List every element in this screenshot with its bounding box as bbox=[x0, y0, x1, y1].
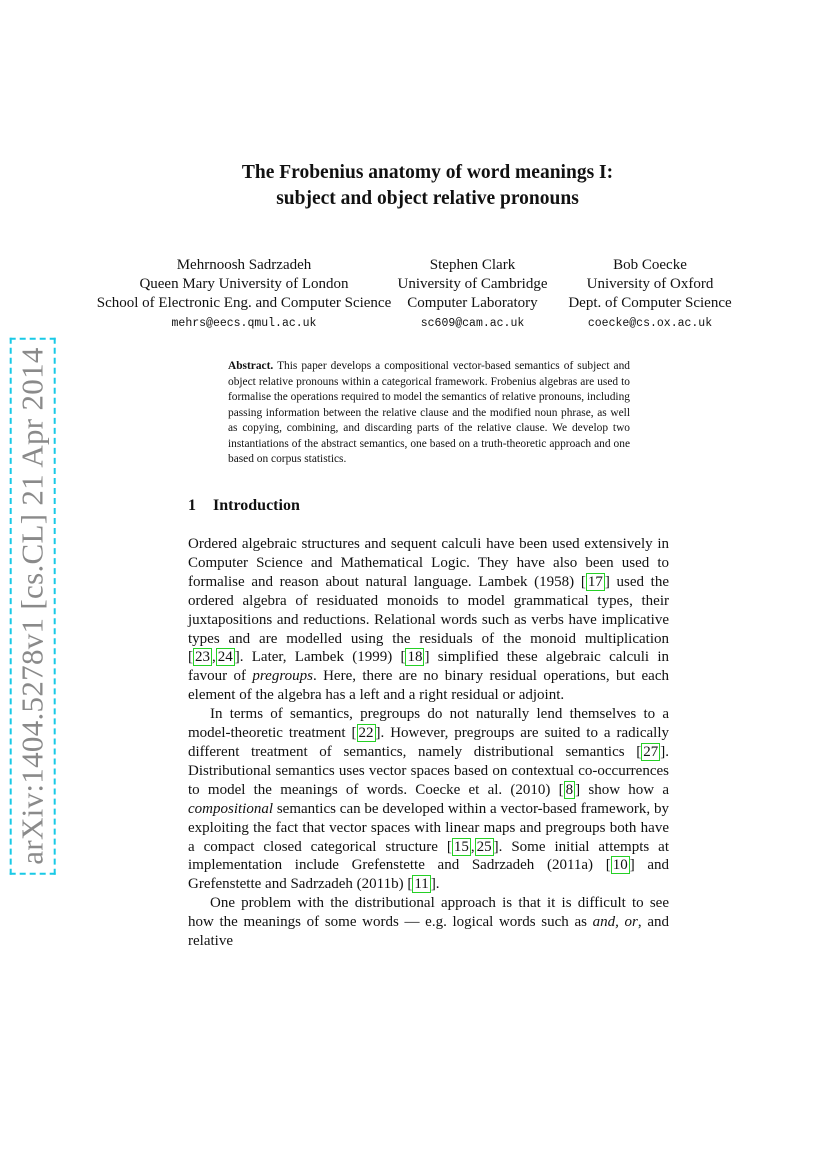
author-department: Dept. of Computer Science bbox=[568, 295, 732, 311]
text-run: ]. bbox=[430, 876, 440, 893]
citation-link[interactable]: 27 bbox=[643, 743, 659, 760]
author-name: Bob Coecke bbox=[613, 257, 687, 273]
citation-link[interactable]: 11 bbox=[414, 876, 429, 893]
citation-link[interactable]: 10 bbox=[612, 857, 628, 874]
text-run: , bbox=[470, 838, 475, 855]
citation-link[interactable]: 15 bbox=[453, 838, 469, 855]
citation-link[interactable]: 24 bbox=[217, 649, 233, 666]
abstract-label: Abstract. bbox=[228, 360, 274, 372]
text-run: . Here, there are no binary residual operations, but each element of the algebra has a left and a right residual or adjoint. bbox=[188, 668, 669, 704]
author-department: School of Electronic Eng. and Computer Science bbox=[96, 295, 392, 311]
author-email[interactable]: mehrs@eecs.qmul.ac.uk bbox=[171, 317, 317, 330]
text-run: , bbox=[212, 649, 216, 666]
abstract-text: This paper develops a compositional vector-based semantics of subject and object relative pronouns within a categorical framework. Frobenius algebras are used to formalise the operations required to model the semantics of relative pronouns, including passing information between the relative clause and the modified noun phrase, as well as copying, combining, and discarding parts of the relative clause. We develop two instantiations of the abstract semantics, one based on a truth-theoretic approach and one based on corpus statistics. bbox=[228, 360, 630, 465]
text-run: ] used the ordered algebra of residuated monoids to model grammatical types, their juxtapositions and reductions. Relational words such as verbs have implicative types and are modelled using the residuals of the monoid multiplication [ bbox=[188, 573, 669, 666]
abstract bbox=[228, 359, 630, 468]
author-affiliation: University of Oxford bbox=[586, 276, 714, 292]
text-run: ]. Distributional semantics uses vector spaces based on contextual co-occurrences to model the meanings of words. Coecke et al. (2010) [ bbox=[188, 743, 669, 798]
emphasis: and, or bbox=[592, 914, 638, 931]
section-title: Introduction bbox=[213, 497, 300, 514]
text-run: ]. Later, Lambek (1999) [ bbox=[234, 649, 406, 666]
author-email[interactable]: coecke@cs.ox.ac.uk bbox=[587, 317, 713, 330]
text-run: One problem with the distributional approach is that it is difficult to see how the meanings of some words — e.g. logical words such as bbox=[188, 895, 669, 931]
emphasis: compositional bbox=[188, 800, 273, 817]
citation-link[interactable]: 8 bbox=[565, 781, 574, 798]
paper-title-line-2: subject and object relative pronouns bbox=[276, 188, 579, 209]
author-block bbox=[93, 256, 395, 335]
paper-title-line-1: The Frobenius anatomy of word meanings I: bbox=[241, 162, 614, 183]
text-run: ] simplified these algebraic calculi in favour of bbox=[188, 649, 669, 685]
author-name: Mehrnoosh Sadrzadeh bbox=[176, 257, 312, 273]
author-affiliation: University of Cambridge bbox=[397, 276, 548, 292]
citation-link[interactable]: 17 bbox=[587, 573, 603, 590]
section-heading bbox=[188, 496, 300, 516]
arxiv-stamp bbox=[8, 342, 58, 870]
paper-title bbox=[150, 160, 705, 212]
citation-link[interactable]: 22 bbox=[358, 725, 374, 742]
text-run: semantics can be developed within a vector-based framework, by exploiting the fact that vector spaces with linear maps and pregroups both have a compact closed categorical structure [ bbox=[188, 800, 669, 855]
text-run: ] show how a bbox=[575, 781, 670, 798]
citation-link[interactable]: 18 bbox=[407, 649, 423, 666]
citation-link[interactable]: 23 bbox=[195, 649, 210, 666]
text-run: ] and Grefenstette and Sadrzadeh (2011b) [ bbox=[188, 857, 669, 893]
text-run: , and relative bbox=[188, 914, 669, 950]
author-block bbox=[560, 256, 740, 335]
citation-link[interactable]: 25 bbox=[476, 838, 492, 855]
author-department: Computer Laboratory bbox=[407, 295, 538, 311]
paragraph-3 bbox=[188, 894, 669, 951]
text-run: ]. However, pregroups are suited to a radically different treatment of semantics, namely distributional semantics [ bbox=[188, 725, 670, 760]
author-affiliation: Queen Mary University of London bbox=[139, 276, 349, 292]
author-email[interactable]: sc609@cam.ac.uk bbox=[420, 317, 525, 330]
paragraph-2 bbox=[188, 705, 669, 894]
text-run: ]. Some initial attempts at implementation include Grefenstette and Sadrzadeh (2011a) [ bbox=[188, 838, 670, 874]
text-run: In terms of semantics, pregroups do not naturally lend themselves to a model-theoretic treatment [ bbox=[188, 706, 669, 742]
emphasis: pregroups bbox=[252, 668, 313, 685]
author-block bbox=[395, 256, 550, 335]
paragraph-1 bbox=[188, 535, 669, 705]
author-name: Stephen Clark bbox=[429, 257, 516, 273]
body-text bbox=[188, 535, 669, 951]
section-number: 1 bbox=[188, 497, 196, 514]
arxiv-stamp-text: arXiv:1404.5278v1 [cs.CL] 21 Apr 2014 bbox=[10, 337, 56, 874]
text-run: Ordered algebraic structures and sequent calculi have been used extensively in Computer Science and Mathematical Logic. They have also been used to formalise and reason about natural language. Lambek (1958) [ bbox=[188, 536, 669, 590]
